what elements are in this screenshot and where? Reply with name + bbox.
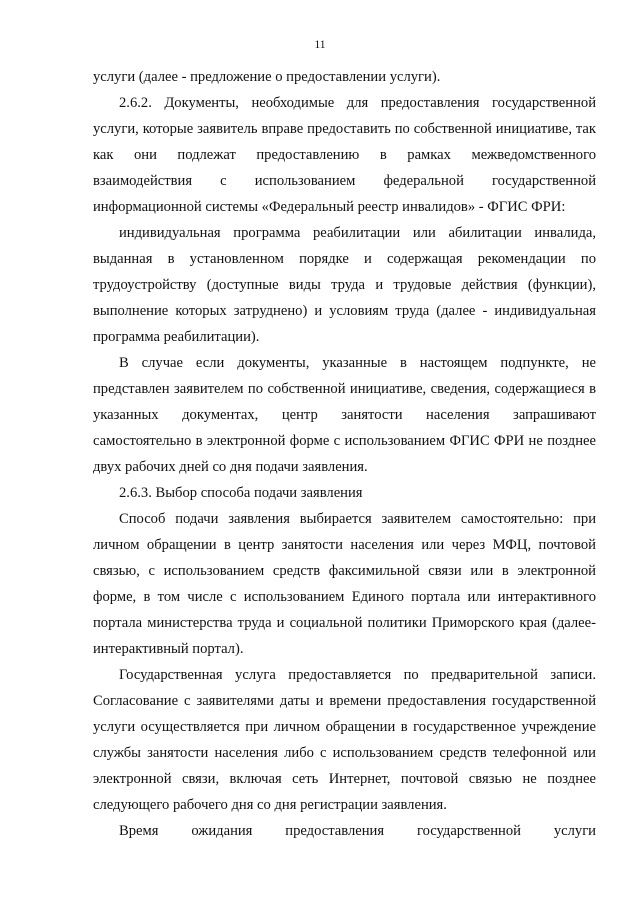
paragraph-rehabilitation-program: индивидуальная программа реабилитации или абилитации инвалида, выданная в установленном порядке и содержащая рекомендации по трудоустройству (доступные виды труда и трудовые действия (функции), выполнение которых затруднено) и условиям труда (далее - индивидуальная программа реабилитации). [93,225,596,345]
paragraph-section-2-6-2: 2.6.2. Документы, необходимые для предоставления государственной услуги, которые заявитель вправе предоставить по собственной инициативе, так как они подлежат предоставлению в рамках межведомственного взаимодействия с использованием федеральной государственной информационной системы «Федеральный реестр инвалидов» - ФГИС ФРИ: [93,95,596,215]
paragraph-waiting-time: Время ожидания предоставления государственной услуги [119,823,596,839]
paragraph-section-2-6-3-heading: 2.6.3. Выбор способа подачи заявления [119,485,363,501]
paragraph-documents-request: В случае если документы, указанные в настоящем подпункте, не представлен заявителем по собственной инициативе, сведения, содержащиеся в указанных документах, центр занятости населения запрашивают самостоятельно в электронной форме с использованием ФГИС ФРИ не позднее двух рабочих дней со дня подачи заявления. [93,355,596,475]
document-body [93,64,596,844]
page-number: 11 [314,39,326,51]
paragraph-submission-method: Способ подачи заявления выбирается заявителем самостоятельно: при личном обращении в центр занятости населения или через МФЦ, почтовой связью, с использованием средств факсимильной связи или в электронной форме, в том числе с использованием Единого портала или интерактивного портала министерства труда и социальной политики Приморского края (далее-интерактивный портал). [93,511,596,657]
paragraph-continuation: услуги (далее - предложение о предоставлении услуги). [93,69,441,85]
paragraph-appointment: Государственная услуга предоставляется по предварительной записи. Согласование с заявителями даты и времени предоставления государственной услуги осуществляется при личном обращении в государственное учреждение службы занятости населения либо с использованием средств телефонной или электронной связи, включая сеть Интернет, почтовой связью не позднее следующего рабочего дня со дня регистрации заявления. [93,667,596,813]
